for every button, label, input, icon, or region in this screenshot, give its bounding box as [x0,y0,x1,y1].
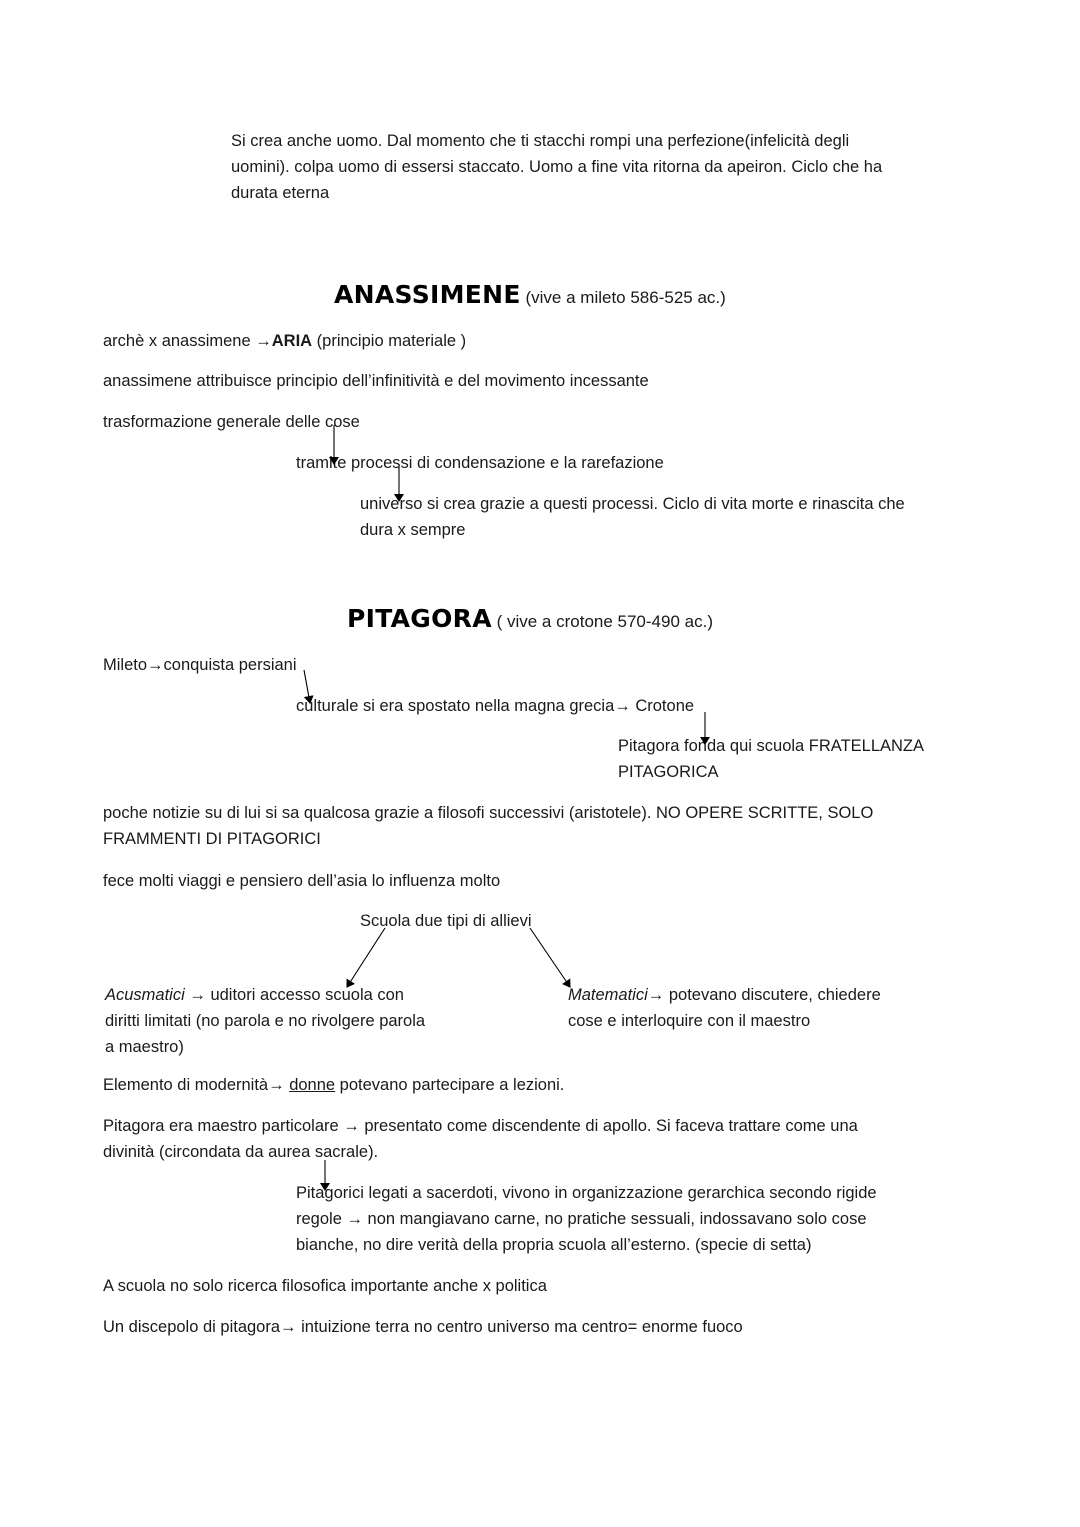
pitagora-title: PITAGORA [347,604,492,633]
acusmatici-label: Acusmatici [105,986,185,1004]
modernita-text: Elemento di modernità→ [103,1076,290,1094]
text-line: trasformazione generale delle cose [103,413,360,431]
aria-text: ARIA [271,332,313,350]
acusmatici-text: → uditori accesso scuola con [184,986,404,1004]
text-line: a maestro) [105,1038,184,1056]
modernita-text: potevano partecipare a lezioni. [335,1076,565,1094]
text-line: regole → non mangiavano carne, no pratiche sessuali, indossavano solo cose [296,1210,867,1228]
intro-line: Si crea anche uomo. Dal momento che ti stacchi rompi una perfezione(infelicità degli [231,132,850,150]
text-line: bianche, no dire verità della propria scuola all’esterno. (specie di setta) [296,1236,812,1254]
text-line: dura x sempre [360,521,466,539]
anassimene-title: ANASSIMENE [334,280,521,309]
text-line: universo si crea grazie a questi processi. Ciclo di vita morte e rinascita che [360,495,905,513]
text-line: cose e interloquire con il maestro [568,1012,811,1030]
anassimene-subtitle: (vive a mileto 586-525 ac.) [520,288,726,307]
text-line: culturale si era spostato nella magna grecia→ Crotone [296,697,695,715]
text-line: poche notizie su di lui si sa qualcosa grazie a filosofi successivi (aristotele). NO OPERE SCRITTE, SOLO [103,804,874,822]
text-line: tramite processi di condensazione e la rarefazione [296,454,664,472]
pitagora-subtitle: ( vive a crotone 570-490 ac.) [491,612,713,631]
text-line: fece molti viaggi e pensiero dell’asia lo influenza molto [103,872,501,890]
text-line: diritti limitati (no parola e no rivolgere parola [105,1012,426,1030]
text-line: divinità (circondata da aurea sacrale). [103,1143,379,1161]
text-line: Pitagora era maestro particolare → presentato come discendente di apollo. Si faceva trattare come una [103,1117,858,1135]
matematici-label: Matematici [568,986,648,1004]
text-line: Mileto→conquista persiani [103,656,297,674]
text-line: A scuola no solo ricerca filosofica importante anche x politica [103,1277,547,1295]
text-line: Scuola due tipi di allievi [360,912,532,930]
text-line: anassimene attribuisce principio dell’infinitività e del movimento incessante [103,372,649,390]
arche-note: (principio materiale ) [312,332,467,350]
matematici-text: → potevano discutere, chiedere [647,986,881,1004]
arrow-down-left-icon [347,928,385,987]
text-line: PITAGORICA [618,763,719,781]
intro-line: uomini). colpa uomo di essersi staccato. Uomo a fine vita ritorna da apeiron. Ciclo che ha [231,158,883,176]
text-line: Pitagorici legati a sacerdoti, vivono in organizzazione gerarchica secondo rigide [296,1184,877,1202]
text-line: Pitagora fonda qui scuola FRATELLANZA [618,737,925,755]
arche-text: archè x anassimene → [103,332,272,350]
donne-underlined: donne [289,1076,336,1094]
intro-line: durata eterna [231,184,330,202]
arrow-down-right-icon [530,928,570,987]
text-line: FRAMMENTI DI PITAGORICI [103,830,321,848]
text-line: Un discepolo di pitagora→ intuizione terra no centro universo ma centro= enorme fuoco [103,1318,743,1336]
arrow-down-icon [304,670,310,703]
